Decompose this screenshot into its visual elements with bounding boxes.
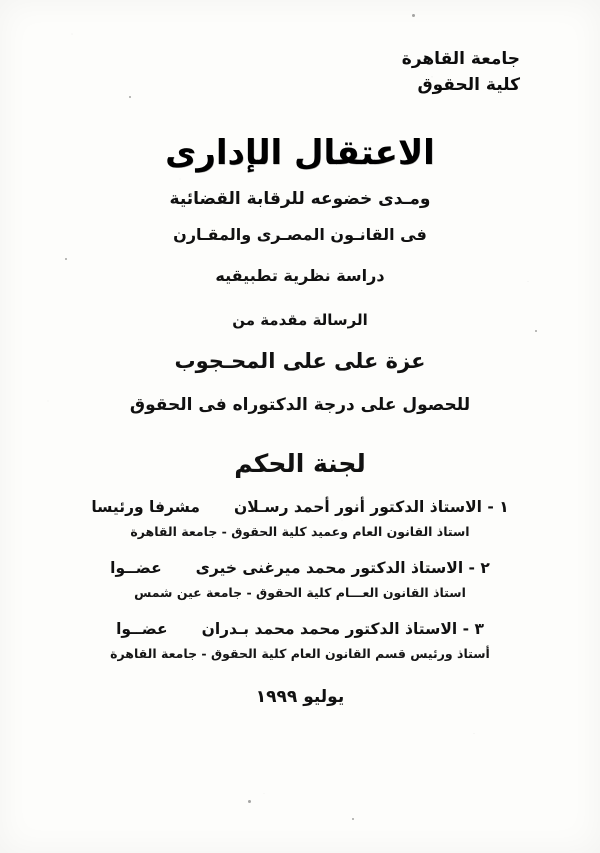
author-name: عزة على على المحـجوب [174, 348, 426, 373]
committee-member [52, 498, 548, 516]
committee-member-name: ٢ - الاستاذ الدكتور محمد ميرغنى خيرى [195, 558, 490, 577]
publication-date: يوليو ١٩٩٩ [255, 686, 345, 707]
committee-member-affiliation: أستاذ ورئيس قسم القانون العام كلية الحقوق - جامعة القاهرة [110, 645, 490, 661]
committee-member [52, 620, 548, 638]
institution-line-university: جامعة القاهرة [401, 49, 520, 69]
committee-heading: لجنة الحكم [234, 448, 366, 478]
committee-member [52, 559, 548, 577]
thesis-title: الاعتقال الإدارى [165, 132, 435, 173]
institution-block [52, 46, 548, 99]
thesis-subtitle-1: ومـدى خضوعه للرقابة القضائية [169, 188, 431, 209]
submitted-by-label: الرسالة مقدمة من [232, 310, 368, 329]
thesis-subtitle-2: فى القانـون المصـرى والمقـارن [173, 224, 427, 244]
committee-member-affiliation: استاذ القانون العـــام كلية الحقوق - جامعة عين شمس [134, 584, 466, 600]
committee-member-name: ٣ - الاستاذ الدكتور محمد محمد بـدران [201, 619, 484, 638]
committee-member-role: مشرفا ورئيسا [91, 497, 201, 516]
committee-member-role: عضــوا [116, 619, 168, 638]
degree-purpose: للحصول على درجة الدكتوراه فى الحقوق [129, 394, 471, 415]
committee-member-name: ١ - الاستاذ الدكتور أنور أحمد رسـلان [234, 497, 509, 516]
thesis-subtitle-3: دراسة نظرية تطبيقيه [215, 265, 385, 285]
committee-member-role: عضــوا [110, 558, 162, 577]
committee-member-affiliation: استاذ القانون العام وعميد كلية الحقوق - جامعة القاهرة [130, 523, 470, 539]
institution-line-faculty: كلية الحقوق [417, 75, 520, 96]
